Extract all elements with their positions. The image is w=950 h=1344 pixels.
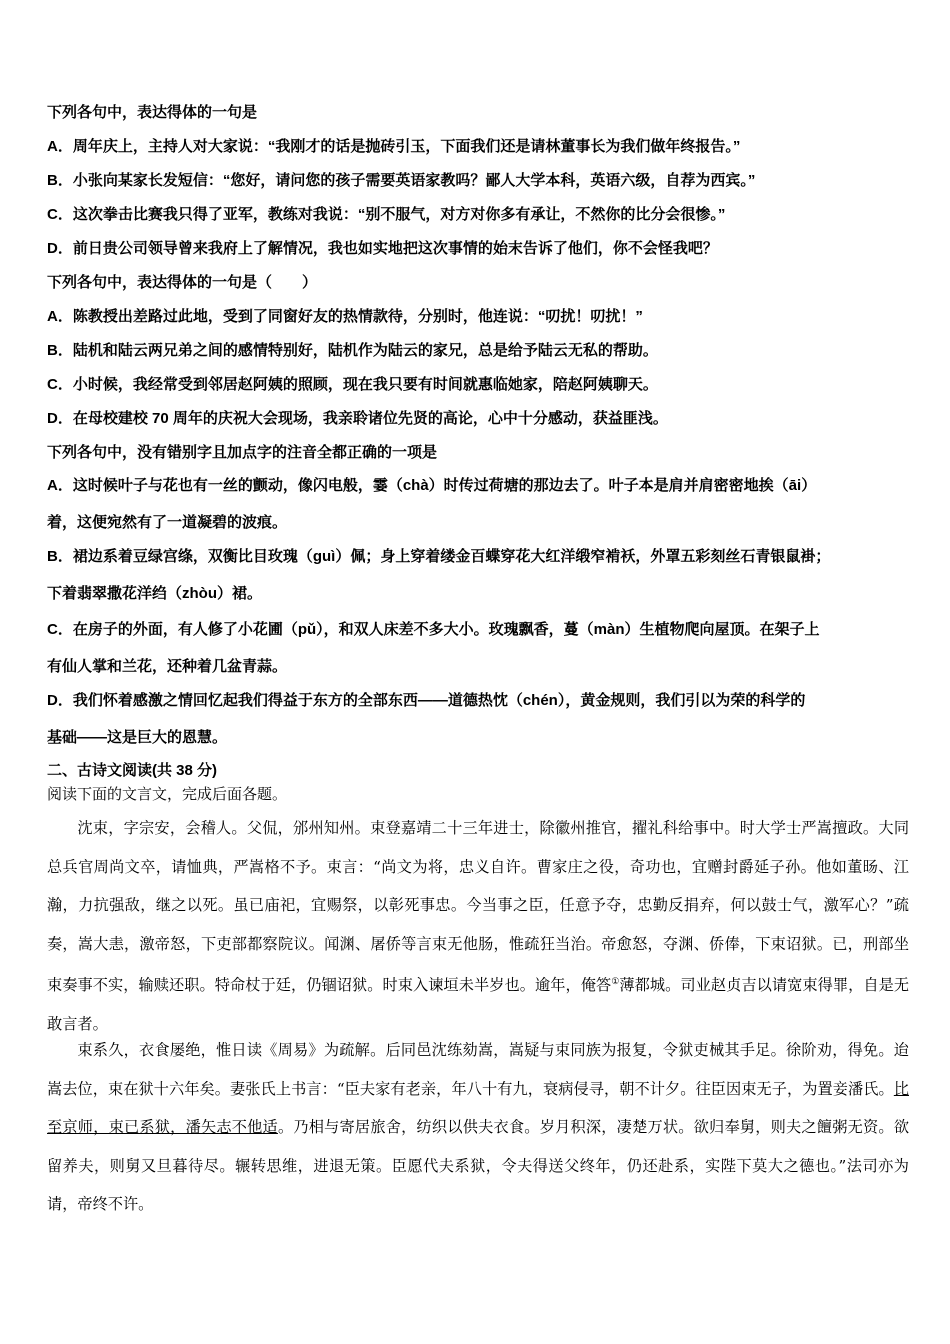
q2-option-b: B．陆机和陆云两兄弟之间的感情特别好，陆机作为陆云的家兄，总是给予陆云无私的帮助。 [47, 342, 658, 359]
paragraph-2-body-b: 。乃相与寄居旅舍，纺织以供夫衣食。岁月积深，凄楚万状。欲归奉舅，则夫之饘粥无资。欲留养夫，则舅又旦暮待尽。辗转思维，进退无策。臣愿代夫系狱，令夫得送父终年，仍还赴系，实陛下莫大之德也。”法司亦为请，帝终不许。 [47, 1118, 910, 1213]
q1-option-c: C．这次拳击比赛我只得了亚军，教练对我说：“别不服气，对方对你多有承让，不然你的比分会很惨。” [47, 206, 726, 223]
paragraph-1-body: 沈束，字宗安，会稽人。父侃，邠州知州。束登嘉靖二十三年进士，除徽州推官，擢礼科给事中。时大学士严嵩擅政。大同总兵官周尚文卒，请恤典，严嵩格不予。束言：“尚文为将，忠义自许。曹家庄之役，奇功也，宜赠封爵延子孙。他如董旸、江瀚，力抗强敌，继之以死。虽已庙祀，宜赐祭，以彰死事忠。今当事之臣，任意予夺，忠勤反捐弃，何以鼓士气，激军心？”疏奏，嵩大恚，激帝怒，下吏部都察院议。闻渊、屠侨等言束无他肠，惟疏狂当治。帝愈怒，夺渊、侨俸，下束诏狱。已，刑部坐束奏事不实，输赎还职。特命杖于廷，仍锢诏狱。时束入谏垣未半岁也。逾年，俺答 [47, 819, 909, 995]
paragraph-2-body-a: 束系久，衣食屡绝，惟日读《周易》为疏解。后同邑沈练劾嵩，嵩疑与束同族为报复，令狱吏械其手足。徐阶劝，得免。迨嵩去位，束在狱十六年矣。妻张氏上书言：“臣夫家有老亲，年八十有九，衰病侵寻，朝不计夕。往臣因束无子，为置妾潘氏。 [47, 1041, 909, 1098]
q3-option-c-line2: 有仙人掌和兰花，还种着几盆青蒜。 [47, 658, 288, 675]
q2-option-c: C．小时候，我经常受到邻居赵阿姨的照顾，现在我只要有时间就惠临她家，陪赵阿姨聊天。 [47, 376, 658, 393]
q3-option-a-line1: A．这时候叶子与花也有一丝的颤动，像闪电般，霎（chà）时传过荷塘的那边去了。叶子本是肩并肩密密地挨（āi） [47, 477, 817, 494]
q1-option-b: B．小张向某家长发短信：“您好，请问您的孩子需要英语家教吗？鄙人大学本科，英语六级，自荐为西宾。” [47, 172, 756, 189]
q3-option-b-line2: 下着翡翠撒花洋绉（zhòu）裙。 [47, 585, 262, 602]
q3-option-b-line1: B．裙边系着豆绿宫绦，双衡比目玫瑰（guì）佩；身上穿着缕金百蝶穿花大红洋缎窄褃袄，外罩五彩刻丝石青银鼠褂； [47, 548, 831, 565]
q3-option-d-line2: 基础——这是巨大的恩慧。 [47, 729, 228, 746]
underlined-sentence: 比至京师，束已系狱，潘矢志不他适 [47, 1079, 909, 1136]
paragraph-1-end: 薄都城。司业赵贞吉以请宽束得罪，自是无敢言者。 [47, 976, 910, 1033]
q3-option-c-line1: C．在房子的外面，有人修了小花圃（pǔ），和双人床差不多大小。玫瑰飘香，蔓（màn）生植物爬向屋顶。在架子上 [47, 621, 820, 638]
classical-text-paragraph-1 [47, 809, 909, 1043]
q3-option-d-line1: D．我们怀着感激之情回忆起我们得益于东方的全部东西——道德热忱（chén），黄金规则，我们引以为荣的科学的 [47, 692, 806, 709]
q1-option-d: D．前日贵公司领导曾来我府上了解情况，我也如实地把这次事情的始末告诉了他们，你不会怪我吧？ [47, 240, 718, 257]
q2-stem: 下列各句中，表达得体的一句是（ ） [47, 274, 318, 291]
q2-option-a: A．陈教授出差路过此地，受到了同窗好友的热情款待，分别时，他连说：“叨扰！叨扰！” [47, 308, 643, 325]
q3-option-a-line2: 着，这便宛然有了一道凝碧的波痕。 [47, 514, 288, 531]
q2-option-d: D．在母校建校 70 周年的庆祝大会现场，我亲聆诸位先贤的高论，心中十分感动，获益匪浅。 [47, 410, 668, 427]
footnote-marker: ① [611, 977, 620, 987]
q1-stem: 下列各句中，表达得体的一句是 [47, 104, 258, 121]
q3-stem: 下列各句中，没有错别字且加点字的注音全都正确的一项是 [47, 444, 438, 461]
classical-text-paragraph-2 [47, 1031, 909, 1224]
section-2-instruction: 阅读下面的文言文，完成后面各题。 [47, 786, 288, 803]
q1-option-a: A．周年庆上，主持人对大家说：“我刚才的话是抛砖引玉，下面我们还是请林董事长为我们做年终报告。” [47, 138, 741, 155]
section-2-title: 二、古诗文阅读(共 38 分) [47, 762, 218, 779]
